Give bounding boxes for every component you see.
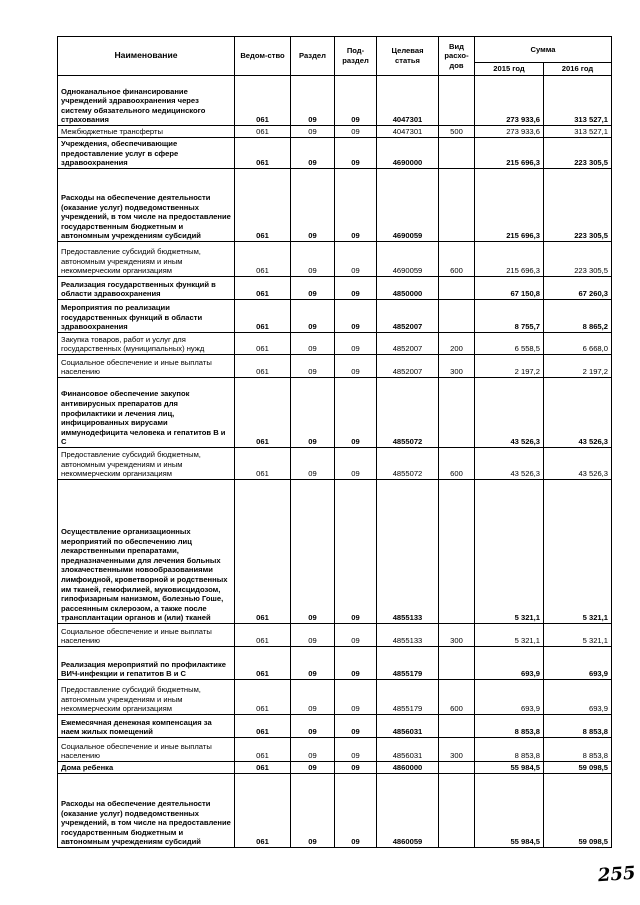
row-podrazdel: 09 [335, 126, 377, 138]
row-vedomstvo: 061 [235, 300, 291, 333]
row-podrazdel: 09 [335, 300, 377, 333]
table-row [58, 277, 612, 300]
header-2015: 2015 год [475, 63, 544, 76]
row-name: Социальное обеспечение и иные выплаты населению [58, 738, 235, 762]
row-sum-2015: 55 984,5 [475, 774, 544, 848]
table-row [58, 680, 612, 715]
row-celevaya-statya: 4852007 [377, 333, 439, 355]
row-razdel: 09 [291, 680, 335, 715]
row-sum-2015: 8 853,8 [475, 715, 544, 738]
row-sum-2015: 215 696,3 [475, 169, 544, 242]
row-name: Учреждения, обеспечивающие предоставление услуг в сфере здравоохранения [58, 138, 235, 169]
budget-table-body [58, 76, 612, 848]
row-razdel: 09 [291, 126, 335, 138]
row-sum-2016: 6 668,0 [544, 333, 612, 355]
row-celevaya-statya: 4852007 [377, 355, 439, 378]
row-vid-raskhodov [439, 647, 475, 680]
row-vedomstvo: 061 [235, 647, 291, 680]
row-sum-2015: 215 696,3 [475, 242, 544, 277]
row-sum-2016: 8 865,2 [544, 300, 612, 333]
row-vid-raskhodov: 600 [439, 680, 475, 715]
row-celevaya-statya: 4855072 [377, 448, 439, 480]
row-celevaya-statya: 4855072 [377, 378, 439, 448]
table-row [58, 738, 612, 762]
row-name: Реализация мероприятий по профилактике ВИЧ-инфекции и гепатитов В и С [58, 647, 235, 680]
row-podrazdel: 09 [335, 774, 377, 848]
row-podrazdel: 09 [335, 624, 377, 647]
row-celevaya-statya: 4047301 [377, 126, 439, 138]
row-name: Социальное обеспечение и иные выплаты населению [58, 355, 235, 378]
row-sum-2016: 8 853,8 [544, 715, 612, 738]
row-name: Межбюджетные трансферты [58, 126, 235, 138]
row-podrazdel: 09 [335, 762, 377, 774]
row-sum-2015: 5 321,1 [475, 624, 544, 647]
row-vid-raskhodov [439, 138, 475, 169]
row-sum-2016: 59 098,5 [544, 774, 612, 848]
table-row [58, 624, 612, 647]
row-name: Реализация государственных функций в области здравоохранения [58, 277, 235, 300]
header-celevaya-statya: Целевая статья [377, 37, 439, 76]
table-row [58, 378, 612, 448]
row-podrazdel: 09 [335, 76, 377, 126]
row-sum-2015: 43 526,3 [475, 378, 544, 448]
row-sum-2016: 693,9 [544, 680, 612, 715]
row-sum-2015: 67 150,8 [475, 277, 544, 300]
table-row [58, 480, 612, 624]
header-2016: 2016 год [544, 63, 612, 76]
table-row [58, 138, 612, 169]
row-vid-raskhodov: 500 [439, 126, 475, 138]
row-vedomstvo: 061 [235, 378, 291, 448]
row-podrazdel: 09 [335, 480, 377, 624]
header-name: Наименование [58, 37, 235, 76]
row-name: Предоставление субсидий бюджетным, автономным учреждениям и иным некоммерческим организациям [58, 242, 235, 277]
row-vedomstvo: 061 [235, 355, 291, 378]
row-razdel: 09 [291, 242, 335, 277]
row-sum-2016: 313 527,1 [544, 76, 612, 126]
header-podrazdel: Под-раздел [335, 37, 377, 76]
row-razdel: 09 [291, 169, 335, 242]
row-vedomstvo: 061 [235, 448, 291, 480]
table-row [58, 355, 612, 378]
row-sum-2016: 43 526,3 [544, 448, 612, 480]
row-razdel: 09 [291, 277, 335, 300]
table-row [58, 774, 612, 848]
header-vid-raskhodov: Вид расхо-дов [439, 37, 475, 76]
row-podrazdel: 09 [335, 378, 377, 448]
row-vedomstvo: 061 [235, 762, 291, 774]
row-name: Одноканальное финансирование учреждений здравоохранения через систему обязательного медицинского страхования [58, 76, 235, 126]
row-sum-2015: 693,9 [475, 647, 544, 680]
row-sum-2015: 5 321,1 [475, 480, 544, 624]
row-sum-2015: 6 558,5 [475, 333, 544, 355]
row-vedomstvo: 061 [235, 715, 291, 738]
row-name: Дома ребенка [58, 762, 235, 774]
row-name: Предоставление субсидий бюджетным, автономным учреждениям и иным некоммерческим организациям [58, 680, 235, 715]
row-name: Предоставление субсидий бюджетным, автономным учреждениям и иным некоммерческим организациям [58, 448, 235, 480]
header-razdel: Раздел [291, 37, 335, 76]
row-sum-2015: 273 933,6 [475, 126, 544, 138]
row-vedomstvo: 061 [235, 480, 291, 624]
row-sum-2016: 43 526,3 [544, 378, 612, 448]
row-vid-raskhodov [439, 774, 475, 848]
row-razdel: 09 [291, 715, 335, 738]
table-row [58, 126, 612, 138]
row-razdel: 09 [291, 333, 335, 355]
budget-table-sheet [57, 36, 611, 848]
table-row [58, 300, 612, 333]
row-sum-2015: 215 696,3 [475, 138, 544, 169]
table-row [58, 448, 612, 480]
row-vid-raskhodov: 200 [439, 333, 475, 355]
row-vid-raskhodov [439, 277, 475, 300]
row-vedomstvo: 061 [235, 774, 291, 848]
row-sum-2015: 2 197,2 [475, 355, 544, 378]
row-sum-2016: 2 197,2 [544, 355, 612, 378]
row-sum-2016: 693,9 [544, 647, 612, 680]
row-name: Ежемесячная денежная компенсация за наем жилых помещений [58, 715, 235, 738]
row-vid-raskhodov [439, 480, 475, 624]
row-name: Расходы на обеспечение деятельности (оказание услуг) подведомственных учреждений, в том числе на предоставление государственным бюджетным и автономным учреждениям субсидий [58, 169, 235, 242]
row-vid-raskhodov [439, 378, 475, 448]
row-podrazdel: 09 [335, 277, 377, 300]
row-sum-2016: 5 321,1 [544, 480, 612, 624]
row-podrazdel: 09 [335, 138, 377, 169]
row-razdel: 09 [291, 762, 335, 774]
row-vid-raskhodov: 300 [439, 738, 475, 762]
row-podrazdel: 09 [335, 242, 377, 277]
row-name: Финансовое обеспечение закупок антивирусных препаратов для профилактики и лечения лиц, инфицированных вирусами иммунодефицита человека и гепатитов В и С [58, 378, 235, 448]
row-sum-2016: 8 853,8 [544, 738, 612, 762]
table-row [58, 76, 612, 126]
row-vid-raskhodov [439, 76, 475, 126]
row-celevaya-statya: 4047301 [377, 76, 439, 126]
row-podrazdel: 09 [335, 715, 377, 738]
row-sum-2016: 67 260,3 [544, 277, 612, 300]
table-row [58, 242, 612, 277]
row-name: Мероприятия по реализации государственных функций в области здравоохранения [58, 300, 235, 333]
row-sum-2015: 43 526,3 [475, 448, 544, 480]
row-vedomstvo: 061 [235, 333, 291, 355]
row-sum-2016: 59 098,5 [544, 762, 612, 774]
row-vedomstvo: 061 [235, 624, 291, 647]
row-name: Закупка товаров, работ и услуг для государственных (муниципальных) нужд [58, 333, 235, 355]
row-razdel: 09 [291, 355, 335, 378]
row-sum-2015: 8 755,7 [475, 300, 544, 333]
row-celevaya-statya: 4855179 [377, 680, 439, 715]
row-sum-2015: 55 984,5 [475, 762, 544, 774]
row-vedomstvo: 061 [235, 138, 291, 169]
header-summa: Сумма [475, 37, 612, 63]
row-podrazdel: 09 [335, 333, 377, 355]
row-sum-2016: 223 305,5 [544, 138, 612, 169]
row-sum-2016: 313 527,1 [544, 126, 612, 138]
row-sum-2016: 5 321,1 [544, 624, 612, 647]
table-row [58, 647, 612, 680]
row-celevaya-statya: 4860059 [377, 774, 439, 848]
row-razdel: 09 [291, 448, 335, 480]
row-celevaya-statya: 4860000 [377, 762, 439, 774]
row-name: Расходы на обеспечение деятельности (оказание услуг) подведомственных учреждений, в том числе на предоставление государственным бюджетным и автономным учреждениям субсидий [58, 774, 235, 848]
row-sum-2016: 223 305,5 [544, 169, 612, 242]
row-celevaya-statya: 4690000 [377, 138, 439, 169]
row-vid-raskhodov: 300 [439, 624, 475, 647]
row-vedomstvo: 061 [235, 126, 291, 138]
row-vid-raskhodov [439, 715, 475, 738]
row-podrazdel: 09 [335, 355, 377, 378]
row-vid-raskhodov: 300 [439, 355, 475, 378]
row-razdel: 09 [291, 647, 335, 680]
row-celevaya-statya: 4855133 [377, 480, 439, 624]
budget-table [57, 36, 612, 848]
row-sum-2015: 693,9 [475, 680, 544, 715]
row-celevaya-statya: 4856031 [377, 715, 439, 738]
row-vedomstvo: 061 [235, 680, 291, 715]
header-vedomstvo: Ведом-ство [235, 37, 291, 76]
row-vid-raskhodov: 600 [439, 242, 475, 277]
row-vedomstvo: 061 [235, 738, 291, 762]
row-sum-2015: 273 933,6 [475, 76, 544, 126]
row-vid-raskhodov [439, 300, 475, 333]
row-vedomstvo: 061 [235, 76, 291, 126]
row-podrazdel: 09 [335, 169, 377, 242]
row-vedomstvo: 061 [235, 242, 291, 277]
row-celevaya-statya: 4855133 [377, 624, 439, 647]
table-row [58, 169, 612, 242]
row-razdel: 09 [291, 300, 335, 333]
table-row [58, 715, 612, 738]
row-celevaya-statya: 4856031 [377, 738, 439, 762]
row-celevaya-statya: 4855179 [377, 647, 439, 680]
row-razdel: 09 [291, 378, 335, 448]
row-celevaya-statya: 4850000 [377, 277, 439, 300]
row-podrazdel: 09 [335, 680, 377, 715]
row-podrazdel: 09 [335, 738, 377, 762]
table-row [58, 762, 612, 774]
row-celevaya-statya: 4690059 [377, 169, 439, 242]
row-podrazdel: 09 [335, 448, 377, 480]
row-vedomstvo: 061 [235, 169, 291, 242]
row-razdel: 09 [291, 624, 335, 647]
row-razdel: 09 [291, 480, 335, 624]
row-razdel: 09 [291, 738, 335, 762]
row-sum-2016: 223 305,5 [544, 242, 612, 277]
row-vid-raskhodov [439, 169, 475, 242]
row-podrazdel: 09 [335, 647, 377, 680]
row-vid-raskhodov: 600 [439, 448, 475, 480]
row-vedomstvo: 061 [235, 277, 291, 300]
row-razdel: 09 [291, 138, 335, 169]
row-razdel: 09 [291, 76, 335, 126]
row-name: Осуществление организационных мероприятий по обеспечению лиц лекарственными препаратами, предназначенными для лечения больных злокачественными новообразованиями лимфоидной, кроветворной и родственных им тканей, гемофилией, муковисцидозом, гипофизарным нанизмом, болезнью Гоше, рассеянным склерозом, а также после трансплантации органов и (или) тканей [58, 480, 235, 624]
row-razdel: 09 [291, 774, 335, 848]
row-celevaya-statya: 4852007 [377, 300, 439, 333]
page-number: 255 [597, 862, 637, 887]
table-row [58, 333, 612, 355]
row-vid-raskhodov [439, 762, 475, 774]
row-name: Социальное обеспечение и иные выплаты населению [58, 624, 235, 647]
row-celevaya-statya: 4690059 [377, 242, 439, 277]
row-sum-2015: 8 853,8 [475, 738, 544, 762]
